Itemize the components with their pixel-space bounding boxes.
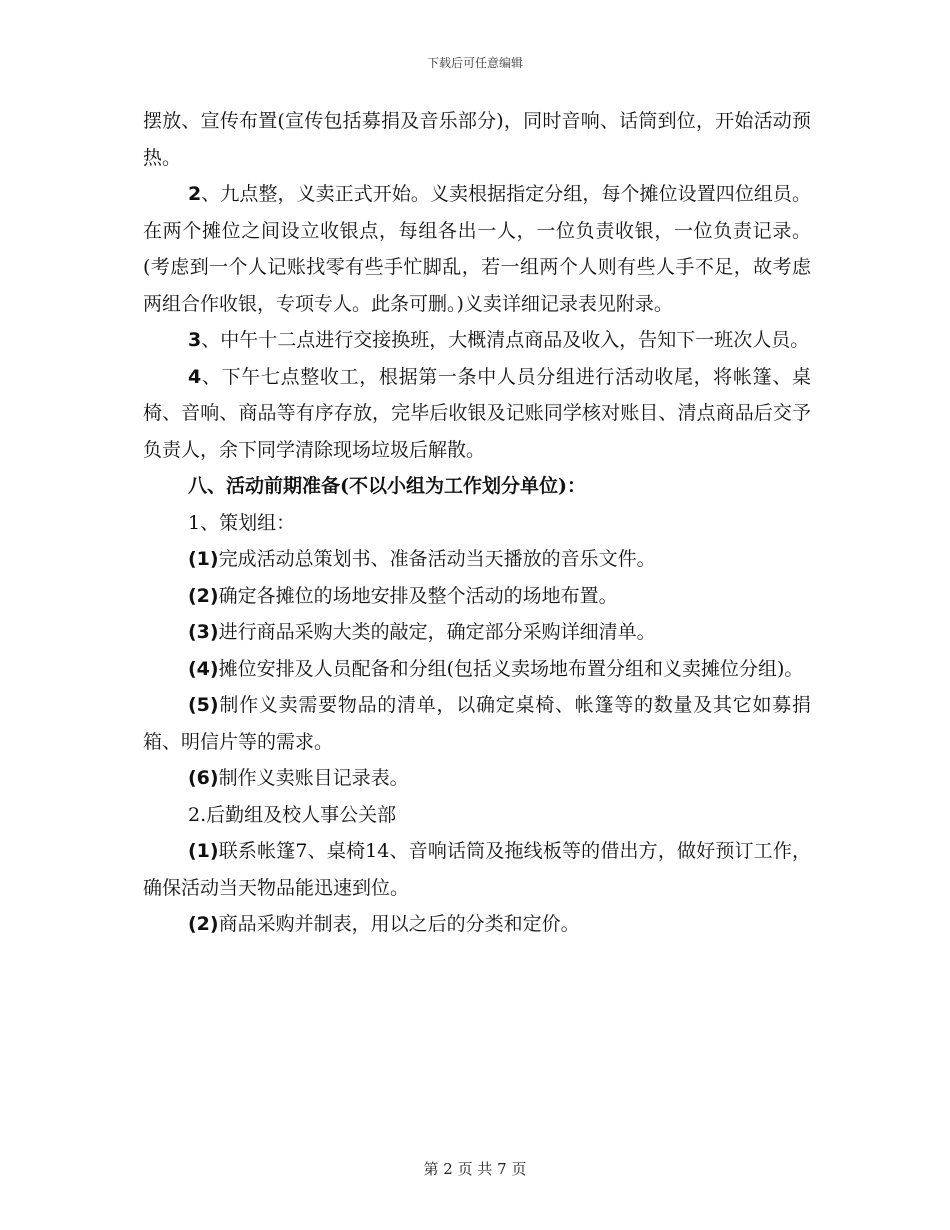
- paragraph-8-prefix: (3): [188, 621, 219, 643]
- paragraph-0-text: 摆放、宣传布置(宣传包括募捐及音乐部分)，同时音响、话筒到位，开始活动预热。: [143, 110, 811, 169]
- paragraph-11-prefix: (6): [188, 767, 219, 789]
- paragraph-8-text: 进行商品采购大类的敲定，确定部分采购详细清单。: [218, 621, 656, 643]
- paragraph-6: [143, 541, 811, 578]
- paragraph-9-prefix: (4): [188, 657, 219, 680]
- section-heading: [143, 468, 811, 505]
- paragraph-14: [143, 906, 811, 943]
- paragraph-2-text: 、中午十二点进行交接换班，大概清点商品及收入，告知下一班次人员。: [201, 329, 810, 351]
- document-body: [143, 103, 811, 943]
- paragraph-1: [143, 176, 811, 322]
- paragraph-12-text: 2.后勤组及校人事公关部: [188, 803, 397, 826]
- paragraph-6-text: 完成活动总策划书、准备活动当天播放的音乐文件。: [218, 548, 656, 570]
- paragraph-11: [143, 760, 811, 797]
- paragraph-12: [143, 797, 811, 834]
- paragraph-11-text: 制作义卖账目记录表。: [218, 767, 409, 789]
- paragraph-9: [143, 651, 811, 688]
- paragraph-3-text: 、下午七点整收工，根据第一条中人员分组进行活动收尾，将帐篷、桌椅、音响、商品等有序存放，完毕后收银及记账同学核对账目、清点商品后交予负责人，余下同学清除现场垃圾后解散。: [143, 365, 811, 461]
- paragraph-13-text: 联系帐篷7、桌椅14、音响话筒及拖线板等的借出方，做好预订工作，确保活动当天物品能迅速到位。: [143, 840, 811, 899]
- paragraph-14-text: 商品采购并制表，用以之后的分类和定价。: [218, 913, 580, 935]
- page-header-note: 下载后可任意编辑: [426, 56, 523, 70]
- paragraph-7: [143, 578, 811, 615]
- paragraph-13: [143, 833, 811, 906]
- paragraph-3: [143, 359, 811, 469]
- paragraph-7-text: 确定各摊位的场地安排及整个活动的场地布置。: [218, 584, 618, 607]
- paragraph-6-prefix: (1): [188, 548, 219, 570]
- paragraph-1-text: 、九点整，义卖正式开始。义卖根据指定分组，每个摊位设置四位组员。在两个摊位之间设立收银点，每组各出一人，一位负责收银，一位负责记录。(考虑到一个人记账找零有些手忙脚乱，若一组两个人则有些人手不足，故考虑两组合作收银，专项专人。此条可删。)义卖详细记录表见附录。: [143, 183, 811, 315]
- paragraph-1-prefix: 2: [188, 183, 202, 205]
- paragraph-13-prefix: (1): [188, 840, 219, 862]
- paragraph-10-text: 制作义卖需要物品的清单，以确定桌椅、帐篷等的数量及其它如募捐箱、明信片等的需求。: [143, 694, 811, 753]
- paragraph-0: [143, 103, 811, 176]
- paragraph-9-text: 摊位安排及人员配备和分组(包括义卖场地布置分组和义卖摊位分组)。: [218, 657, 804, 680]
- paragraph-8: [143, 614, 811, 651]
- page-footer-number: 第 2 页 共 7 页: [423, 1160, 527, 1178]
- paragraph-2-prefix: 3: [188, 329, 202, 351]
- paragraph-10-prefix: (5): [188, 694, 219, 716]
- paragraph-3-prefix: 4: [188, 365, 202, 388]
- paragraph-10: [143, 687, 811, 760]
- paragraph-4-text: 八、活动前期准备(不以小组为工作划分单位)：: [188, 475, 586, 497]
- paragraph-5-text: 1、策划组：: [188, 511, 296, 534]
- paragraph-14-prefix: (2): [188, 913, 219, 935]
- paragraph-5: [143, 505, 811, 542]
- paragraph-2: [143, 322, 811, 359]
- paragraph-7-prefix: (2): [188, 584, 219, 607]
